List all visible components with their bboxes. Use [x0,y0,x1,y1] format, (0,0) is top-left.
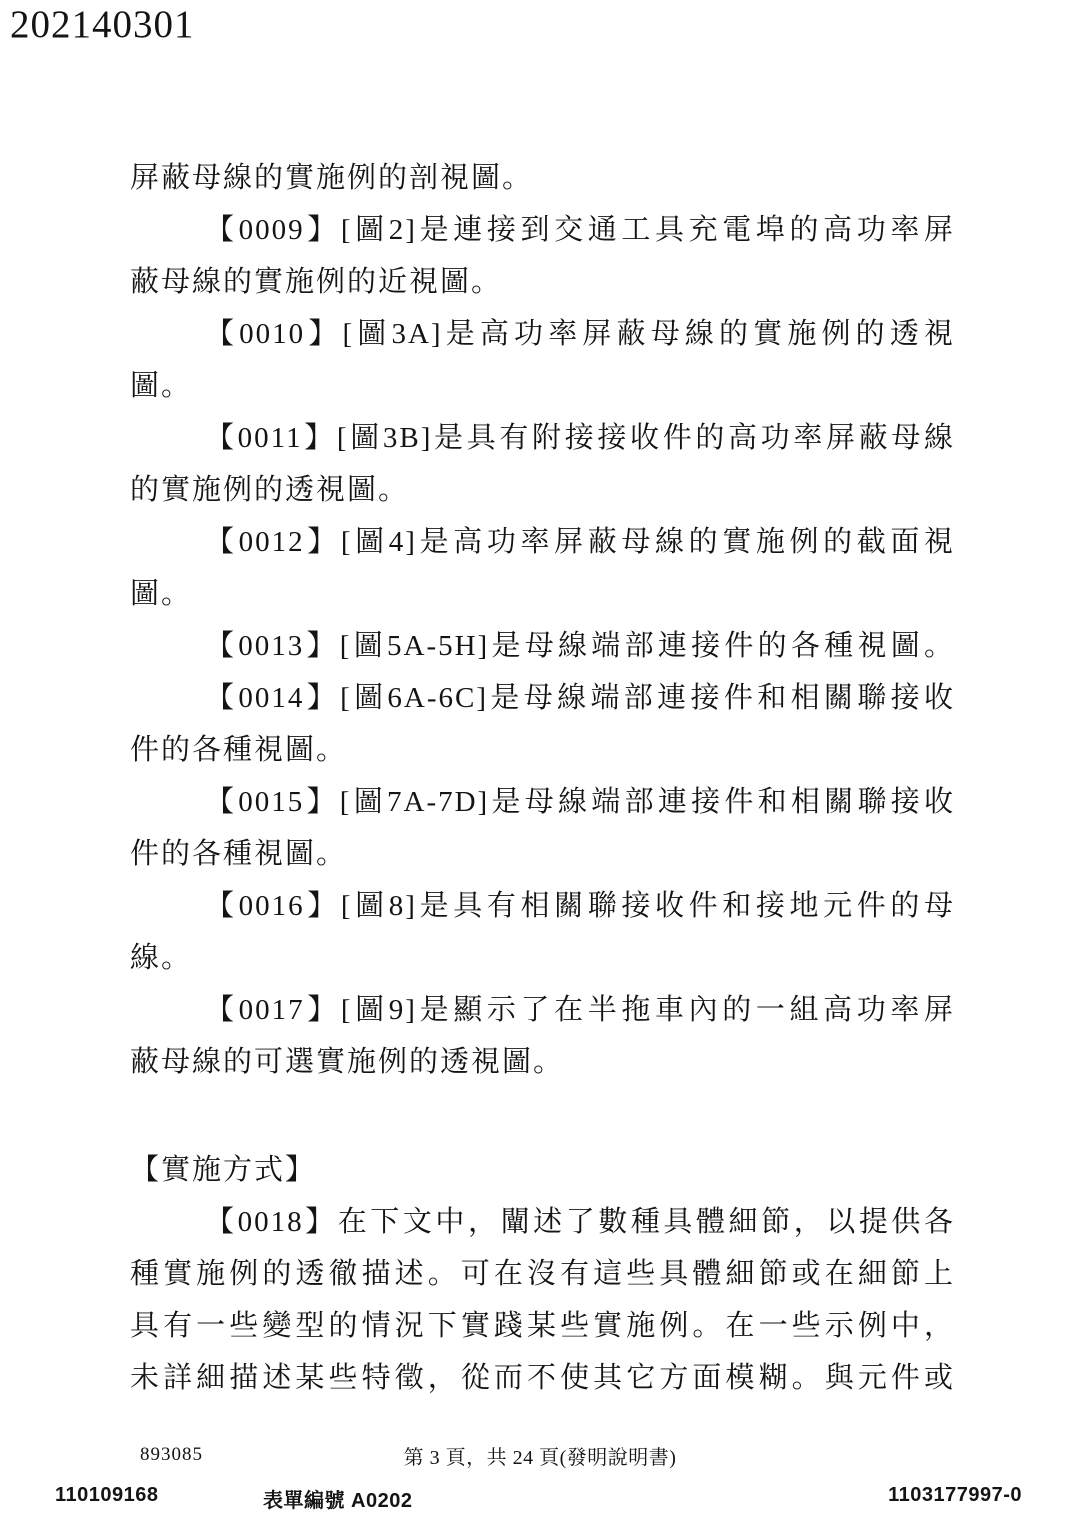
text-line: 件的各種視圖。 [130,734,348,766]
text-line: 蔽母線的可選實施例的透視圖。 [130,1046,565,1078]
text-line: 【0011】[圖3B]是具有附接接收件的高功率屏蔽母線 [205,422,955,454]
footer-document-number: 1103177997-0 [888,1484,1022,1506]
text-line: 【0015】[圖7A-7D]是母線端部連接件和相關聯接收 [205,786,955,818]
text-line: 【0013】[圖5A-5H]是母線端部連接件的各種視圖。 [205,630,955,662]
text-line: 【0017】[圖9]是顯示了在半拖車內的一組高功率屏 [205,994,955,1026]
footer-page-indicator: 第 3 頁，共 24 頁(發明說明書) [403,1447,677,1469]
text-line: 圖。 [130,370,193,402]
text-line: 件的各種視圖。 [130,838,348,870]
text-line: 【0009】[圖2]是連接到交通工具充電埠的高功率屏 [205,214,955,246]
text-line: 未詳細描述某些特徵，從而不使其它方面模糊。與元件或 [130,1362,955,1394]
text-line: 屏蔽母線的實施例的剖視圖。 [130,162,534,194]
footer-application-number: 110109168 [55,1484,159,1506]
text-line: 【0010】[圖3A]是高功率屏蔽母線的實施例的透視 [205,318,955,350]
text-line: 【0012】[圖4]是高功率屏蔽母線的實施例的截面視 [205,526,955,558]
footer-form-number: 表單編號 A0202 [263,1490,413,1512]
text-line: 圖。 [130,578,193,610]
footer-serial-number: 893085 [140,1444,203,1465]
text-line: 種實施例的透徹描述。可在沒有這些具體細節或在細節上 [130,1258,955,1290]
text-line: 【0016】[圖8]是具有相關聯接收件和接地元件的母 [205,890,955,922]
text-line: 線。 [130,942,193,974]
section-gap [130,1088,955,1144]
section-heading: 【實施方式】 [130,1154,317,1186]
text-line: 的實施例的透視圖。 [130,474,410,506]
text-line: 【0018】在下文中，闡述了數種具體細節，以提供各 [205,1206,955,1238]
publication-number: 202140301 [10,3,195,46]
document-body [130,152,955,1404]
text-line: 具有一些變型的情況下實踐某些實施例。在一些示例中， [130,1310,955,1342]
text-line: 蔽母線的實施例的近視圖。 [130,266,503,298]
text-line: 【0014】[圖6A-6C]是母線端部連接件和相關聯接收 [205,682,955,714]
